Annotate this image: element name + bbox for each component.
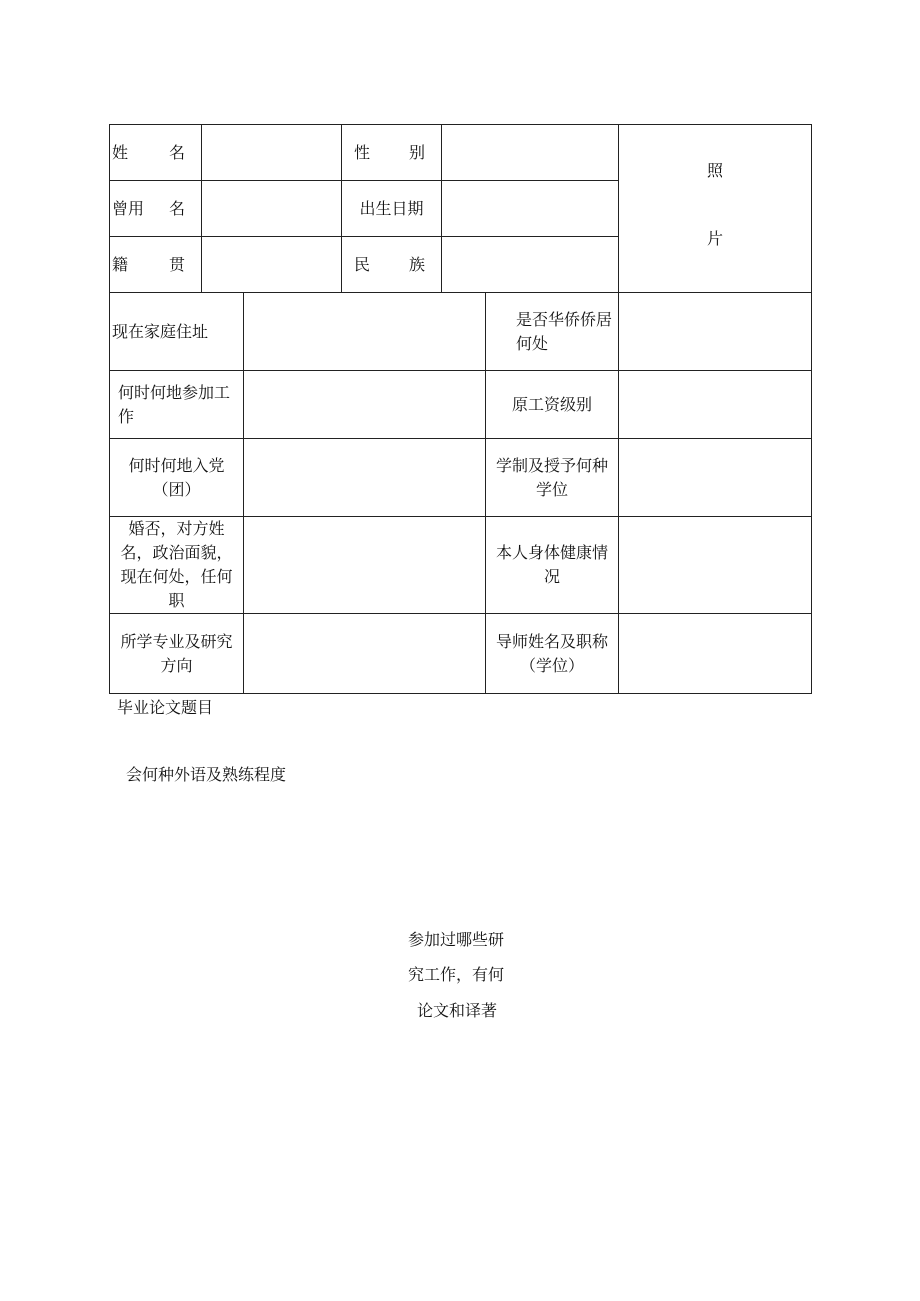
dob-label: 出生日期 <box>342 181 442 237</box>
advisor-label: 导师姓名及职称（学位） <box>486 614 619 694</box>
major-field[interactable] <box>244 614 486 694</box>
research-label-line-2: 究工作，有何 <box>408 965 505 984</box>
party-field[interactable] <box>244 439 486 517</box>
sex-field[interactable] <box>442 125 619 181</box>
salary-label: 原工资级别 <box>486 371 619 439</box>
major-label: 所学专业及研究方向 <box>110 614 244 694</box>
dob-field[interactable] <box>442 181 619 237</box>
thesis-label: 毕业论文题目 <box>117 698 214 717</box>
alias-field[interactable] <box>202 181 342 237</box>
sex-label: 性 别 <box>342 125 442 181</box>
work-start-label: 何时何地参加工作 <box>110 371 244 439</box>
address-label: 现在家庭住址 <box>110 293 244 371</box>
degree-label: 学制及授予何种学位 <box>486 439 619 517</box>
salary-field[interactable] <box>619 371 812 439</box>
health-field[interactable] <box>619 517 812 614</box>
languages-label: 会何种外语及熟练程度 <box>126 765 287 784</box>
advisor-field[interactable] <box>619 614 812 694</box>
native-field[interactable] <box>202 237 342 293</box>
registration-form-table <box>109 124 812 694</box>
research-label-line-3: 论文和译著 <box>417 1001 498 1020</box>
name-label: 姓 名 <box>110 125 202 181</box>
degree-field[interactable] <box>619 439 812 517</box>
party-label: 何时何地入党（团） <box>110 439 244 517</box>
native-label: 籍 贯 <box>110 237 202 293</box>
marriage-field[interactable] <box>244 517 486 614</box>
name-field[interactable] <box>202 125 342 181</box>
ethnic-label: 民 族 <box>342 237 442 293</box>
marriage-label: 婚否，对方姓名，政治面貌，现在何处，任何职 <box>110 517 244 614</box>
photo-box: 照 片 <box>619 125 812 293</box>
overseas-label: 是否华侨侨居何处 <box>486 293 619 371</box>
work-start-field[interactable] <box>244 371 486 439</box>
ethnic-field[interactable] <box>442 237 619 293</box>
address-field[interactable] <box>244 293 486 371</box>
research-label-line-1: 参加过哪些研 <box>408 930 505 949</box>
overseas-field[interactable] <box>619 293 812 371</box>
health-label: 本人身体健康情况 <box>486 517 619 614</box>
alias-label: 曾用 名 <box>110 181 202 237</box>
